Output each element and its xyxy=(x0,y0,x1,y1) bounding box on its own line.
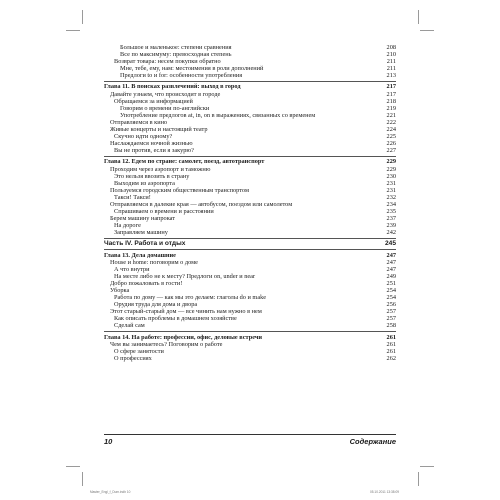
toc-part-heading xyxy=(104,240,396,247)
toc-entry-title: На месте либо не к месту? Предлоги on, under и near xyxy=(114,272,256,280)
toc-entry xyxy=(104,222,396,229)
toc-entry-page: 262 xyxy=(386,354,396,362)
toc-entry xyxy=(104,215,396,222)
toc-entry-title: Живые концерты и настоящий театр xyxy=(110,126,208,134)
table-of-contents xyxy=(104,44,396,362)
toc-entry-title: Это нельзя ввозить в страну xyxy=(114,172,190,180)
toc-entry-page: 210 xyxy=(386,51,396,59)
toc-entry xyxy=(104,44,396,51)
toc-entry xyxy=(104,201,396,208)
crop-mark-left-bottom xyxy=(66,466,80,467)
toc-entry-title: Пользуемся городским общественным транспортом xyxy=(110,186,249,194)
toc-entry-title: Сделай сам xyxy=(114,322,145,330)
toc-entry xyxy=(104,180,396,187)
toc-entry xyxy=(104,341,396,348)
toc-entry-page: 222 xyxy=(386,118,396,126)
toc-entry-page: 227 xyxy=(386,147,396,155)
page-number: 10 xyxy=(104,437,113,446)
toc-entry-title: Такси! Такси! xyxy=(114,193,151,201)
section-divider xyxy=(104,81,396,82)
toc-entry xyxy=(104,51,396,58)
toc-entry-title: О сфере занятости xyxy=(114,347,164,355)
toc-entry xyxy=(104,91,396,98)
toc-entry-page: 234 xyxy=(386,200,396,208)
crop-mark-bottom-left xyxy=(82,472,83,486)
toc-entry-page: 261 xyxy=(386,340,396,348)
toc-entry-title: Скучно идти одному? xyxy=(114,133,173,141)
print-slug-left: Master_Engl_f_Dum.indb 10 xyxy=(90,490,131,494)
toc-entry-page: 258 xyxy=(386,322,396,330)
toc-entry xyxy=(104,119,396,126)
toc-entry-page: 256 xyxy=(386,301,396,309)
toc-entry-title: Берем машину напрокат xyxy=(110,215,176,223)
toc-entry xyxy=(104,58,396,65)
toc-entry-title: Говорим о времени по-английски xyxy=(120,104,210,112)
toc-entry-page: 257 xyxy=(386,315,396,323)
toc-entry xyxy=(104,187,396,194)
toc-entry xyxy=(104,166,396,173)
toc-entry-title: Выходим из аэропорта xyxy=(114,179,175,187)
toc-chapter-heading xyxy=(104,158,396,165)
toc-entry-title: Заправляем машину xyxy=(114,229,168,237)
toc-entry-title: Часть IV. Работа и отдых xyxy=(104,240,186,248)
toc-entry-title: А что внутри xyxy=(114,265,150,273)
crop-mark-right-bottom xyxy=(420,466,434,467)
toc-entry xyxy=(104,259,396,266)
toc-entry-page: 249 xyxy=(386,272,396,280)
crop-mark-top-left xyxy=(82,10,83,24)
toc-entry xyxy=(104,294,396,301)
section-divider xyxy=(104,249,396,250)
toc-entry-title: Чем вы занимаетесь? Поговорим о работе xyxy=(110,340,223,348)
toc-entry xyxy=(104,355,396,362)
crop-mark-bottom-right xyxy=(418,472,419,486)
toc-entry-page: 219 xyxy=(386,104,396,112)
toc-entry-page: 254 xyxy=(386,294,396,302)
print-slug-right: 05.10.2011 13:38:09 xyxy=(370,490,400,494)
toc-entry-title: Отправляемся в кино xyxy=(110,118,168,126)
toc-entry-page: 254 xyxy=(386,287,396,294)
toc-entry-title: Наслаждаемся ночной жизнью xyxy=(110,140,193,148)
toc-entry-page: 257 xyxy=(386,308,396,316)
toc-entry-page: 221 xyxy=(386,111,396,119)
toc-entry-page: 251 xyxy=(386,279,396,287)
toc-entry-page: 230 xyxy=(386,172,396,180)
toc-entry-page: 224 xyxy=(386,126,396,134)
toc-entry-page: 239 xyxy=(386,222,396,230)
toc-entry-page: 261 xyxy=(386,347,396,355)
toc-entry-title: Отправляемся в далекие края — автобусом, поездом или самолетом xyxy=(110,200,293,208)
toc-entry-page: 217 xyxy=(386,83,396,91)
toc-entry-page: 211 xyxy=(386,58,396,66)
toc-entry-page: 235 xyxy=(386,208,396,216)
toc-entry-title: Работа по дому — как мы это делаем: глаголы do и make xyxy=(114,294,267,302)
toc-entry-title: House и home: поговорим о доме xyxy=(110,258,198,266)
toc-entry-page: 211 xyxy=(386,65,396,73)
toc-entry xyxy=(104,348,396,355)
page-footer xyxy=(104,434,396,447)
toc-chapter-heading xyxy=(104,252,396,259)
toc-entry-page: 225 xyxy=(386,133,396,141)
toc-entry xyxy=(104,173,396,180)
toc-entry-page: 229 xyxy=(386,165,396,173)
section-divider xyxy=(104,156,396,157)
toc-entry xyxy=(104,105,396,112)
toc-entry-page: 231 xyxy=(386,186,396,194)
toc-entry-title: Все по максимуму: превосходная степень xyxy=(120,51,232,59)
toc-entry xyxy=(104,98,396,105)
section-divider xyxy=(104,238,396,239)
toc-entry-page: 242 xyxy=(386,229,396,237)
toc-entry-title: Вы не против, если я закурю? xyxy=(114,147,194,155)
toc-entry-title: Уборка xyxy=(110,287,130,294)
crop-mark-right-top xyxy=(420,30,434,31)
toc-entry xyxy=(104,147,396,154)
toc-entry xyxy=(104,72,396,79)
section-divider xyxy=(104,331,396,332)
toc-entry-title: Проходим через аэропорт и таможню xyxy=(110,165,211,173)
toc-chapter-heading xyxy=(104,83,396,90)
toc-entry xyxy=(104,194,396,201)
toc-entry-page: 217 xyxy=(386,90,396,98)
toc-entry xyxy=(104,301,396,308)
toc-entry-page: 245 xyxy=(384,240,396,248)
toc-entry xyxy=(104,112,396,119)
toc-entry-title: Орудия труда для дома и двора xyxy=(114,301,198,309)
toc-entry-title: О профессиях xyxy=(114,354,152,362)
toc-entry-title: Предлоги to и for: особенности употребления xyxy=(120,72,243,80)
toc-entry-page: 247 xyxy=(386,251,396,259)
toc-entry-title: На дороге xyxy=(114,222,141,230)
toc-entry xyxy=(104,126,396,133)
toc-entry-title: Глава 12. Едем по стране: самолет, поезд, автотранспорт xyxy=(104,158,265,166)
toc-entry xyxy=(104,280,396,287)
toc-entry-page: 261 xyxy=(386,333,396,341)
toc-entry xyxy=(104,266,396,273)
toc-entry xyxy=(104,308,396,315)
toc-entry-title: Глава 13. Дела домашние xyxy=(104,251,176,259)
toc-entry-title: Добро пожаловать в гости! xyxy=(110,279,183,287)
toc-entry-page: 213 xyxy=(386,72,396,80)
running-section-title: Содержание xyxy=(349,437,396,446)
toc-entry-page: 247 xyxy=(386,258,396,266)
toc-entry-page: 226 xyxy=(386,140,396,148)
toc-entry-title: Обращаемся за информацией xyxy=(114,97,193,105)
toc-entry-title: Этот старый-старый дом — все чинить нам нужно в нем xyxy=(110,308,262,316)
toc-entry-page: 218 xyxy=(386,97,396,105)
toc-entry-page: 229 xyxy=(386,158,396,166)
toc-entry-title: Как описать проблемы в домашнем хозяйстве xyxy=(114,315,237,323)
toc-entry xyxy=(104,315,396,322)
toc-chapter-heading xyxy=(104,334,396,341)
toc-entry xyxy=(104,322,396,329)
toc-entry-title: Спрашиваем о времени и расстоянии xyxy=(114,208,214,216)
toc-entry-title: Употребление предлогов at, in, on в выражениях, связанных со временем xyxy=(120,111,316,119)
toc-entry-title: Давайте узнаем, что происходит в городе xyxy=(110,90,221,98)
toc-entry xyxy=(104,229,396,236)
toc-entry-page: 237 xyxy=(386,215,396,223)
toc-entry xyxy=(104,287,396,294)
toc-entry-page: 247 xyxy=(386,265,396,273)
toc-entry-page: 208 xyxy=(386,44,396,51)
toc-entry-title: Мне, тебе, ему, нам: местоимения в роли дополнений xyxy=(120,65,264,73)
toc-entry xyxy=(104,273,396,280)
toc-entry xyxy=(104,140,396,147)
toc-entry xyxy=(104,208,396,215)
crop-mark-left-top xyxy=(66,30,80,31)
toc-entry-page: 232 xyxy=(386,193,396,201)
toc-entry-page: 231 xyxy=(386,179,396,187)
toc-entry-title: Возврат товара: несем покупки обратно xyxy=(114,58,221,66)
crop-mark-top-right xyxy=(418,10,419,24)
toc-entry xyxy=(104,133,396,140)
toc-entry-title: Глава 11. В поисках развлечений: выход в город xyxy=(104,83,241,91)
toc-entry xyxy=(104,65,396,72)
toc-entry-title: Глава 14. На работе: профессии, офис, деловые встречи xyxy=(104,333,263,341)
toc-entry-title: Большое и маленькое: степени сравнения xyxy=(120,44,232,51)
